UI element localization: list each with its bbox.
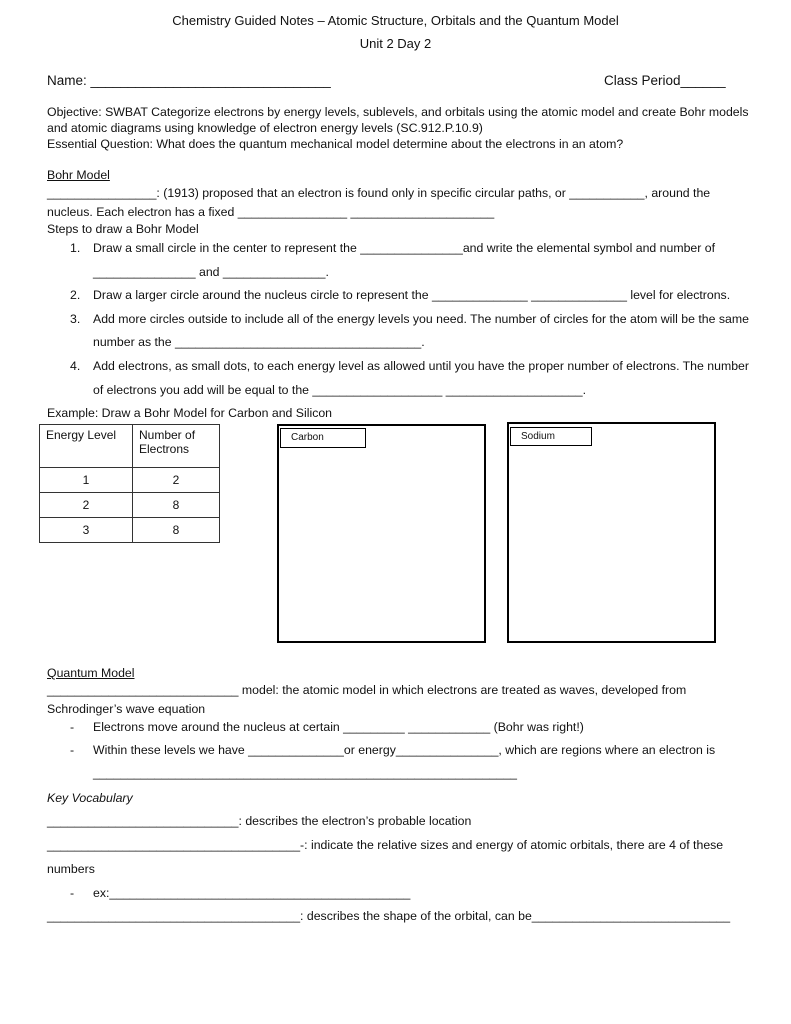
bullet-dash: - [70, 886, 75, 900]
quantum-bullet-2: Within these levels we have ______________or energy_______________, which are regions where an electron is [93, 743, 716, 757]
example-text: Example: Draw a Bohr Model for Carbon and Silicon [47, 406, 333, 420]
bullet-dash: - [70, 743, 75, 757]
name-field[interactable]: Name: ________________________________ [47, 73, 331, 88]
vocab-line-2: _____________________________________-: indicate the relative sizes and energy of atomic orbitals, there are 4 of these [47, 838, 724, 852]
step-4-line-1: Add electrons, as small dots, to each energy level as allowed until you have the proper number of electrons. The number [93, 359, 749, 373]
table-cell: 8 [133, 493, 220, 518]
step-1-line-1: Draw a small circle in the center to represent the _______________and write the elemental symbol and number of [93, 241, 716, 255]
vocab-line-1: ____________________________: describes the electron’s probable location [47, 814, 472, 828]
quantum-bullet-2-cont: ______________________________________________________________ [93, 766, 518, 780]
table-cell: 2 [133, 468, 220, 493]
objective-line-1: Objective: SWBAT Categorize electrons by energy levels, sublevels, and orbitals using the atomic model and create Bohr models [47, 105, 749, 119]
step-4-line-2: of electrons you add will be equal to the ___________________ ____________________. [93, 383, 586, 397]
vocab-line-2-cont: numbers [47, 862, 95, 876]
step-number: 2. [70, 288, 81, 302]
step-1-line-2: _______________ and _______________. [93, 265, 329, 279]
bohr-heading: Bohr Model [47, 168, 110, 182]
page-subtitle: Unit 2 Day 2 [359, 36, 432, 51]
vocab-example: ex:____________________________________________ [93, 886, 411, 900]
sodium-label: Sodium [510, 427, 592, 446]
step-2-line-1: Draw a larger circle around the nucleus circle to represent the ______________ ______________ level for electrons. [93, 288, 731, 302]
table-header-cell: Energy Level [40, 425, 133, 468]
table-row [40, 468, 220, 493]
step-number: 4. [70, 359, 81, 373]
step-3-line-1: Add more circles outside to include all of the energy levels you need. The number of circles for the atom will be the same [93, 312, 749, 326]
bohr-line-1: ________________: (1913) proposed that an electron is found only in specific circular paths, or ___________, around the [47, 186, 711, 200]
step-3-line-2: number as the ____________________________________. [93, 335, 425, 349]
table-cell: 1 [40, 468, 133, 493]
quantum-line-1: ____________________________ model: the atomic model in which electrons are treated as waves, developed from [47, 683, 687, 697]
quantum-heading: Quantum Model [47, 666, 135, 680]
energy-level-table [39, 424, 220, 543]
quantum-line-2: Schrodinger’s wave equation [47, 702, 206, 716]
table-header-row [40, 425, 220, 468]
vocab-line-3: _____________________________________: describes the shape of the orbital, can be_____________________________ [47, 909, 731, 923]
steps-title: Steps to draw a Bohr Model [47, 222, 199, 236]
table-header-cell: Number of Electrons [133, 425, 220, 468]
step-number: 1. [70, 241, 81, 255]
quantum-bullet-1: Electrons move around the nucleus at certain _________ ____________ (Bohr was right!) [93, 720, 584, 734]
table-cell: 2 [40, 493, 133, 518]
step-number: 3. [70, 312, 81, 326]
objective-line-2: and atomic diagrams using knowledge of electron energy levels (SC.912.P.10.9) [47, 121, 483, 135]
bohr-line-2: nucleus. Each electron has a fixed ________________ _____________________ [47, 205, 495, 219]
table-row [40, 493, 220, 518]
vocab-heading: Key Vocabulary [47, 791, 133, 805]
table-cell: 3 [40, 518, 133, 543]
bullet-dash: - [70, 720, 75, 734]
page-title: Chemistry Guided Notes – Atomic Structure, Orbitals and the Quantum Model [172, 13, 619, 28]
table-row [40, 518, 220, 543]
essential-question: Essential Question: What does the quantum mechanical model determine about the electrons in an atom? [47, 137, 624, 151]
carbon-drawing-box[interactable] [277, 424, 486, 643]
class-period-field[interactable]: Class Period______ [604, 73, 726, 88]
table-cell: 8 [133, 518, 220, 543]
sodium-drawing-box[interactable] [507, 422, 716, 643]
carbon-label: Carbon [280, 428, 366, 448]
